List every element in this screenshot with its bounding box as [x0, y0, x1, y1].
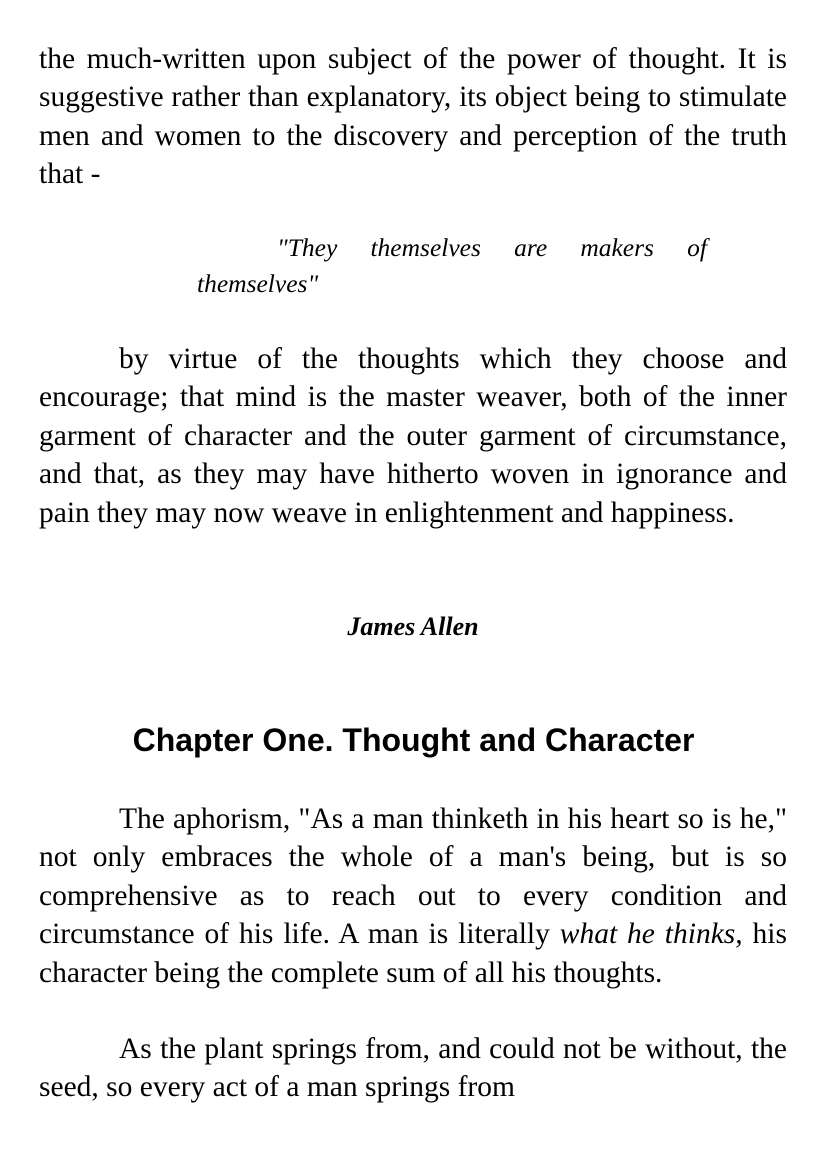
chapter-title: Chapter One. Thought and Character	[132, 722, 695, 758]
chapter-paragraph-1-text-b: his character being the complete sum of all his thoughts.	[39, 918, 787, 989]
quote: "They themselves are makers of themselves"	[197, 233, 707, 298]
chapter-paragraph-1-text-a: The aphorism, "As a man thinketh in his heart so is he," not only embraces the whole of a man's being, but is so comprehensive as to reach out to every condition and circumstance of his life. A man is literally	[39, 803, 787, 951]
intro-paragraph: the much-written upon subject of the power of thought. It is suggestive rather than explanatory, its object being to stimulate men and women to the discovery and perception of the truth that -	[39, 43, 787, 191]
continuation-paragraph: by virtue of the thoughts which they choose and encourage; that mind is the master weaver, both of the inner garment of character and the outer garment of circumstance, and that, as they may have hitherto woven in ignorance and pain they may now weave in enlightenment and happiness.	[39, 343, 787, 529]
chapter-paragraph-2: As the plant springs from, and could not be without, the seed, so every act of a man springs from	[39, 1033, 787, 1104]
author-signature: James Allen	[347, 612, 479, 641]
chapter-paragraph-1	[39, 800, 787, 992]
chapter-paragraph-1-emphasis: what he thinks,	[559, 918, 743, 951]
